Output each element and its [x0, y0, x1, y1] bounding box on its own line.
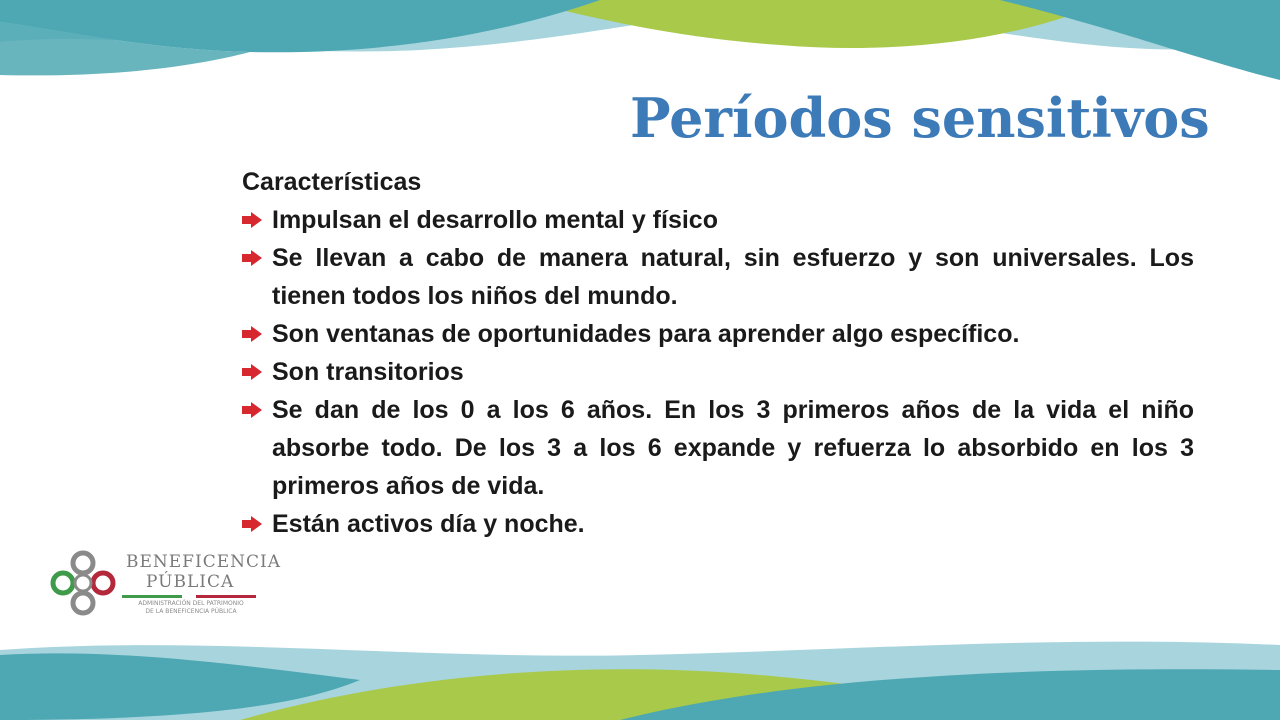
bottom-wave-decoration: [0, 630, 1280, 720]
bullet-item: [242, 391, 1194, 505]
beneficencia-logo: [50, 548, 281, 620]
bullet-item: [242, 239, 1194, 315]
bullet-item: [242, 315, 1194, 353]
bullet-text: Impulsan el desarrollo mental y físico: [272, 206, 718, 234]
subheading: Características: [242, 168, 422, 196]
red-arrow-icon: [242, 250, 262, 266]
bullet-item: [242, 201, 1194, 239]
logo-line-1: BENEFICENCIA: [126, 552, 281, 572]
bullet-item: [242, 505, 1194, 543]
red-arrow-icon: [242, 402, 262, 418]
top-wave-decoration: [0, 0, 1280, 90]
content-area: [242, 163, 1194, 543]
slide-title: Períodos sensitivos: [630, 86, 1210, 150]
bullet-text: Son ventanas de oportunidades para aprender algo específico.: [272, 320, 1020, 348]
red-arrow-icon: [242, 326, 262, 342]
red-arrow-icon: [242, 212, 262, 228]
red-arrow-icon: [242, 364, 262, 380]
beneficencia-rings-icon: [50, 550, 116, 616]
logo-subtitle-2: DE LA BENEFICENCIA PÚBLICA: [145, 608, 237, 615]
logo-line-2: PÚBLICA: [146, 572, 235, 592]
logo-subtitle-1: ADMINISTRACIÓN DEL PATRIMONIO: [138, 600, 244, 607]
bullet-text: Se llevan a cabo de manera natural, sin esfuerzo y son universales. Los tienen todos los niños del mundo.: [272, 244, 1194, 310]
bullet-text: Están activos día y noche.: [272, 510, 585, 538]
logo-tricolor-rule: [122, 595, 256, 598]
bullet-item: [242, 353, 1194, 391]
bullet-text: Se dan de los 0 a los 6 años. En los 3 primeros años de la vida el niño absorbe todo. De los 3 a los 6 expande y refuerza lo absorbido en los 3 primeros años de vida.: [272, 396, 1194, 500]
bullet-list: [242, 201, 1194, 543]
red-arrow-icon: [242, 516, 262, 532]
bullet-text: Son transitorios: [272, 358, 464, 386]
